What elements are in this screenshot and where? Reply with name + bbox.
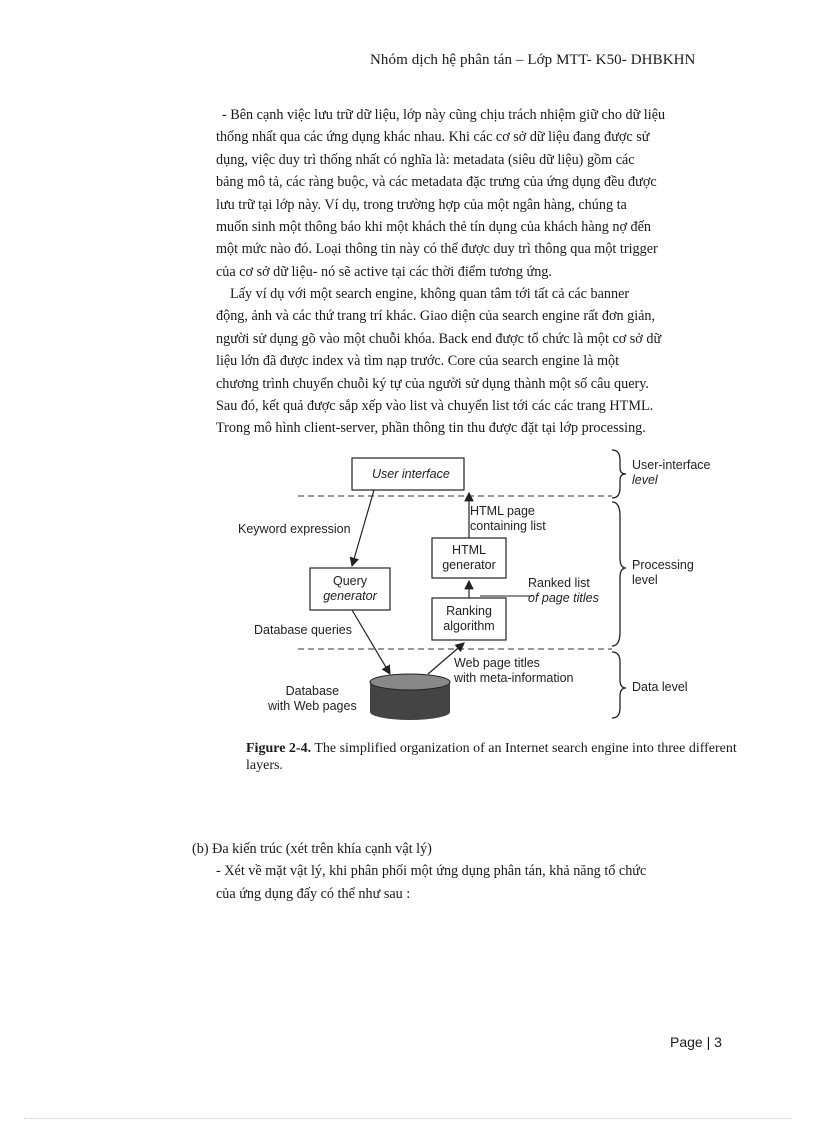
data-level-label: Data level: [632, 680, 688, 694]
text-line: Lấy ví dụ với một search engine, không quan tâm tới tất cả các banner: [230, 286, 630, 302]
query-generator-label: Query generator: [323, 574, 377, 603]
ranking-algorithm-label: Ranking algorithm: [443, 604, 495, 633]
text-line: liệu lớn đã được index và tìm nạp trước. Core của search engine là một: [216, 353, 620, 370]
keyword-expression-label: Keyword expression: [238, 522, 351, 536]
text-line: dụng, việc duy trì thống nhất có nghĩa là: metadata (siêu dữ liệu) gồm các: [216, 151, 635, 168]
text-line: động, ảnh và các thứ trang trí khác. Giao diện của search engine rất đơn giản,: [216, 308, 656, 325]
arrow-keyword: [352, 490, 374, 566]
html-page-label: HTML page containing list: [470, 504, 546, 533]
text-line: bảng mô tả, các ràng buộc, và các metadata đặc trưng của ứng dụng đều được: [216, 174, 657, 191]
text-line: người sử dụng gõ vào một chuỗi khóa. Back end được tổ chức là một cơ sở dữ: [216, 330, 662, 347]
paragraph-data-layer: [216, 104, 665, 283]
page-header: Nhóm dịch hệ phân tán – Lớp MTT- K50- DHBKHN: [370, 52, 696, 68]
text-line: của cơ sở dữ liệu- nó sẽ active tại các thời điểm tương ứng.: [216, 263, 552, 280]
section-b: [192, 838, 646, 905]
search-engine-figure: [232, 446, 760, 746]
text-line: một mức nào đó. Loại thông tin này có thể được duy trì thông qua một trigger: [216, 241, 658, 258]
database-cylinder: [370, 674, 450, 720]
text-line: - Bên cạnh việc lưu trữ dữ liệu, lớp này cũng chịu trách nhiệm giữ cho dữ liệu: [222, 107, 666, 123]
text-line: chương trình chuyển chuỗi ký tự của người sử dụng thành một số câu query.: [216, 375, 649, 392]
database-queries-label: Database queries: [254, 623, 352, 637]
brace-data-level: [612, 652, 626, 718]
caption-text: The simplified organization of an Internet search engine into three different layers.: [246, 741, 737, 773]
web-page-titles-label: Web page titles with meta-information: [454, 656, 574, 685]
text-line: lưu trữ tại lớp này. Ví dụ, trong trường hợp của một ngân hàng, chúng ta: [216, 196, 627, 213]
brace-ui-level: [612, 450, 626, 498]
caption-label: Figure 2-4.: [246, 741, 312, 756]
text-line: của ứng dụng đấy có thể như sau :: [216, 885, 411, 902]
ui-level-label: User-interface level: [632, 458, 711, 487]
text-line: Sau đó, kết quả được sắp xếp vào list và chuyển list tới các các trang HTML.: [216, 397, 654, 414]
database-label: Database with Web pages: [268, 684, 357, 713]
ranked-list-label: Ranked list of page titles: [528, 576, 599, 605]
brace-processing-level: [612, 502, 626, 646]
arrow-database-queries: [352, 610, 390, 674]
processing-level-label: Processing level: [632, 558, 694, 587]
page-bottom-rule: [24, 1118, 792, 1119]
text-line: Trong mô hình client-server, phần thông tin thu được đặt tại lớp processing.: [216, 420, 646, 437]
section-heading: (b) Đa kiến trúc (xét trên khía cạnh vật lý): [192, 841, 432, 857]
text-line: thống nhất qua các ứng dụng khác nhau. Khi các cơ sở dữ liệu đang được sử: [216, 129, 650, 146]
text-line: - Xét về mặt vật lý, khi phân phối một ứng dụng phân tán, khả năng tổ chức: [216, 863, 647, 880]
paragraph-search-engine: [216, 283, 661, 440]
html-generator-label: HTML generator: [442, 543, 496, 572]
user-interface-label: User interface: [372, 467, 450, 481]
page-number: Page | 3: [670, 1034, 722, 1050]
figure-caption: [246, 740, 766, 774]
text-line: muốn sinh một thông báo khi một khách thẻ tín dụng của khách hàng nợ đến: [216, 218, 652, 235]
